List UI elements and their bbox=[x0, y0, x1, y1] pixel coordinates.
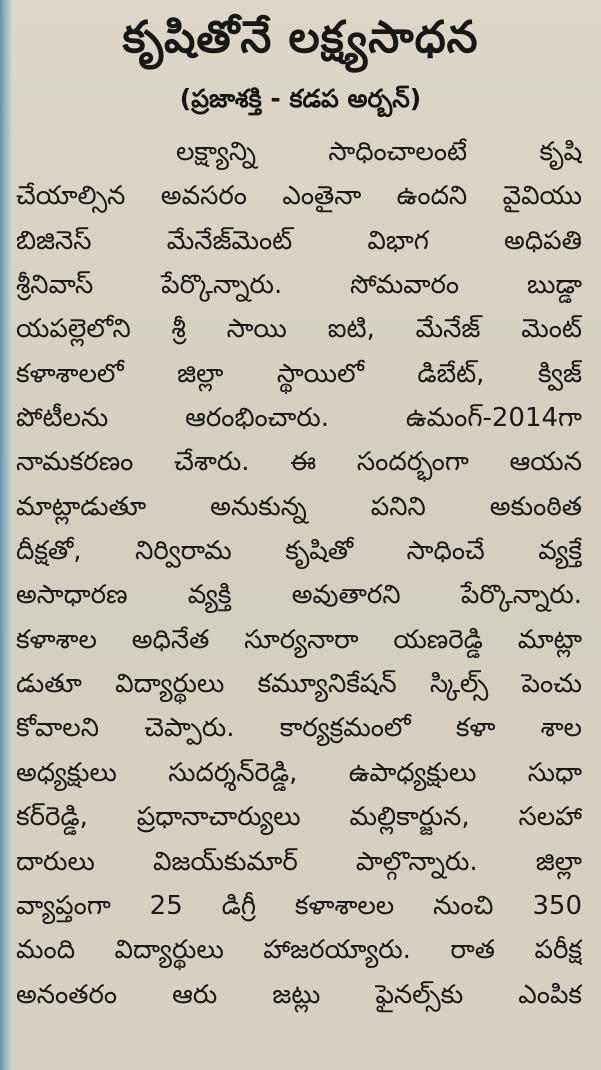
body-line: దారులు విజయ్‌కుమార్ పాల్గొన్నారు. జిల్లా bbox=[16, 846, 582, 877]
body-line: యపల్లెలోని శ్రీ సాయి ఐటి, మేనేజ్ మెంట్ bbox=[16, 314, 582, 345]
body-line: లక్ష్యాన్ని సాధించాలంటే కృషి bbox=[176, 137, 582, 167]
body-line: అనంతరం ఆరు జట్లు ఫైనల్స్‌కు ఎంపిక bbox=[16, 979, 582, 1010]
scan-edge bbox=[0, 0, 12, 1070]
body-line: దీక్షతో, నిర్విరామ కృషితో సాధించే వ్యక్తే bbox=[16, 536, 582, 567]
body-line: వ్యాప్తంగా 25 డిగ్రీ కళాశాలల నుంచి 350 bbox=[16, 890, 582, 921]
body-line: బిజినెస్ మేనేజ్‌మెంట్ విభాగ అధిపతి bbox=[16, 225, 582, 256]
article-dateline: (ప్రజాశక్తి - కడప అర్బన్) bbox=[179, 84, 422, 113]
body-line: కళాశాలలో జిల్లా స్థాయిలో డిబేట్, క్విజ్ bbox=[16, 358, 582, 389]
body-line: మాట్లాడుతూ అనుకున్న పనిని అకుంఠిత bbox=[16, 491, 582, 522]
body-line: అసాధారణ వ్యక్తి అవుతారని పేర్కొన్నారు. bbox=[16, 580, 582, 611]
body-line: పోటీలను ఆరంభించారు. ఉమంగ్-2014గా bbox=[16, 403, 582, 434]
article-body bbox=[16, 130, 582, 1017]
body-line: కళాశాల అధినేత సూర్యనారా యణరెడ్డి మాట్లా bbox=[16, 624, 582, 655]
body-line: మంది విద్యార్థులు హాజరయ్యారు. రాత పరీక్ష bbox=[16, 935, 582, 966]
body-line: చేయాల్సిన అవసరం ఎంతైనా ఉందని వైవియు bbox=[16, 181, 582, 212]
article-headline: కృషితోనే లక్ష్యసాధన bbox=[122, 12, 479, 63]
body-line: కోవాలని చెప్పారు. కార్యక్రమంలో కళా శాల bbox=[16, 713, 582, 744]
body-line: శ్రీనివాస్ పేర్కొన్నారు. సోమవారం బుడ్డా bbox=[16, 270, 582, 301]
body-line: నామకరణం చేశారు. ఈ సందర్భంగా ఆయన bbox=[16, 447, 582, 478]
body-line: కర్‌రెడ్డి, ప్రధానాచార్యులు మల్లికార్జున, సలహా bbox=[16, 802, 582, 833]
body-line: అధ్యక్షులు సుదర్శన్‌రెడ్డి, ఉపాధ్యక్షులు సుధా bbox=[16, 757, 582, 788]
body-line: డుతూ విద్యార్థులు కమ్యూనికేషన్ స్కిల్స్ పెంచు bbox=[16, 669, 582, 700]
